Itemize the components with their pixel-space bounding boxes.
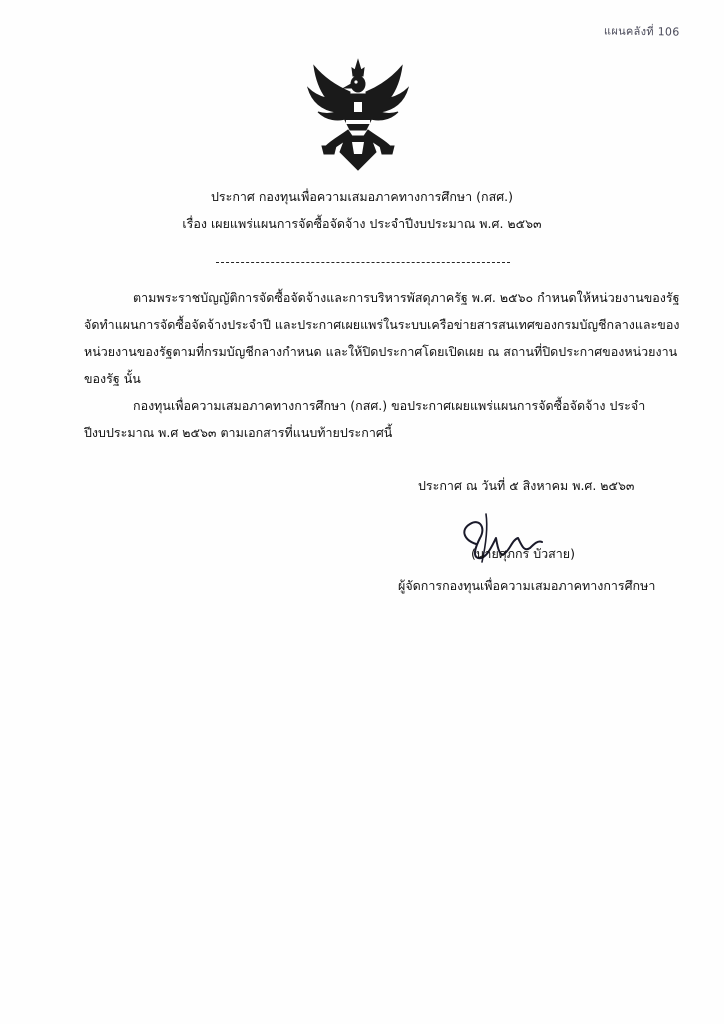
- paragraph-1-line: จัดทำแผนการจัดซื้อจัดจ้างประจำปี และประกาศเผยแพร่ในระบบเครือข่ายสารสนเทศของกรมบัญชีกลางและของ: [84, 317, 680, 332]
- signer-name: (นายศุภกร บัวสาย): [471, 546, 575, 561]
- paragraph-1-line: ของรัฐ นั้น: [84, 371, 141, 386]
- garuda-emblem-icon: [306, 58, 410, 172]
- announcement-date: ประกาศ ณ วันที่ ๕ สิงหาคม พ.ศ. ๒๕๖๓: [418, 478, 635, 493]
- paragraph-1-line: หน่วยงานของรัฐตามที่กรมบัญชีกลางกำหนด และให้ปิดประกาศโดยเปิดเผย ณ สถานที่ปิดประกาศของหน่วยงาน: [84, 344, 678, 359]
- announcement-subject: เรื่อง เผยแพร่แผนการจัดซื้อจัดจ้าง ประจำปีงบประมาณ พ.ศ. ๒๕๖๓: [182, 216, 542, 231]
- handwritten-note: แผนคลังที่ 106: [603, 24, 680, 39]
- dashed-separator: [216, 262, 510, 263]
- paragraph-1-line: ตามพระราชบัญญัติการจัดซื้อจัดจ้างและการบริหารพัสดุภาครัฐ พ.ศ. ๒๕๖๐ กำหนดให้หน่วยงานของรัฐ: [133, 290, 680, 305]
- signer-position: ผู้จัดการกองทุนเพื่อความเสมอภาคทางการศึกษา: [398, 578, 656, 593]
- paragraph-2-line: กองทุนเพื่อความเสมอภาคทางการศึกษา (กสศ.) ขอประกาศเผยแพร่แผนการจัดซื้อจัดจ้าง ประจำ: [133, 398, 646, 413]
- paragraph-2-line: ปีงบประมาณ พ.ศ ๒๕๖๓ ตามเอกสารที่แนบท้ายประกาศนี้: [84, 425, 393, 440]
- announcement-title: ประกาศ กองทุนเพื่อความเสมอภาคทางการศึกษา (กสศ.): [210, 189, 513, 204]
